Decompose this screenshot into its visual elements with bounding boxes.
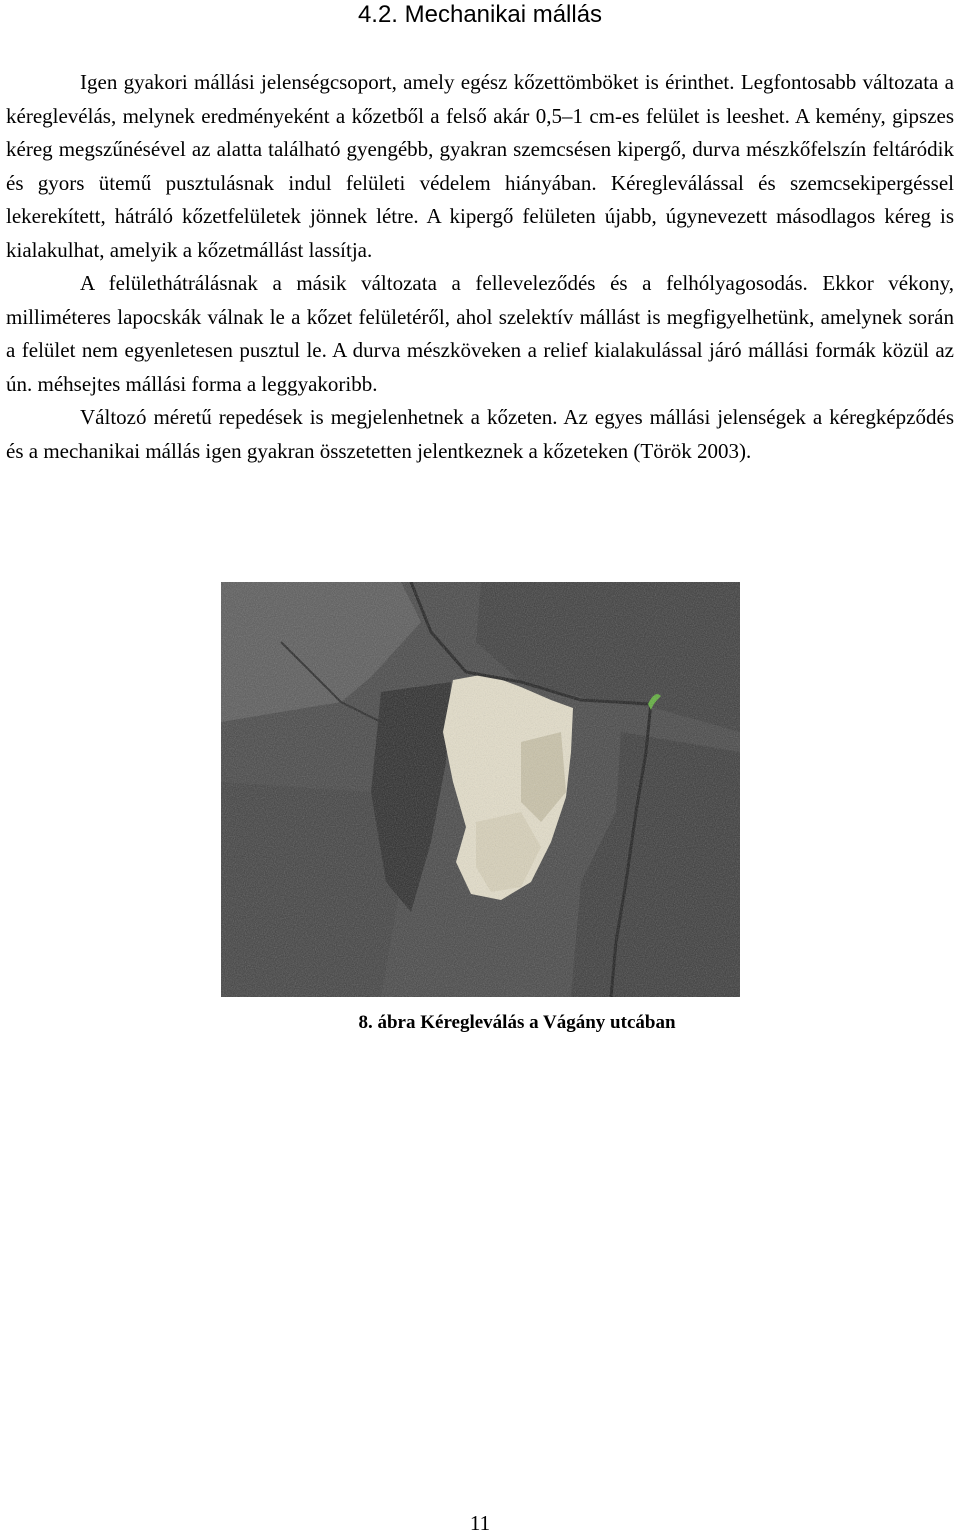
grain-overlay [221,582,740,997]
paragraph-2: A felülethátrálásnak a másik változata a felleveleződés és a felhólyagosodás. Ekkor vékony, milliméteres lapocskák válnak le a kőzet felületéről, ahol szelektív mállást is megfigyelhetünk, amelynek során a felület nem egyenletesen pusztul le. A durva mészköveken a relief kialakulással járó mállási formák közül az ún. méhsejtes mállási forma a leggyakoribb. [6,271,954,396]
section-heading: 4.2. Mechanikai mállás [357,1,603,28]
paragraph-3: Változó méretű repedések is megjelenhetnek a kőzeten. Az egyes mállási jelenségek a kéregképződés és a mechanikai mállás igen gyakran összetetten jelentkeznek a kőzeteken (Török 2003). [6,405,954,463]
body-text [6,66,954,468]
figure-photo [221,582,740,997]
page-number: 11 [469,1511,491,1535]
rock-photo-illustration [221,582,740,997]
paragraph-1: Igen gyakori mállási jelenségcsoport, amely egész kőzettömböket is érinthet. Legfontosabb változata a kéreglevélás, melynek eredményeként a kőzetből a felső akár 0,5–1 cm-es felület is leeshet. A kemény, gipszes kéreg megszűnésével az alatta található gyengébb, gyakran szemcsésen kipergő, durva mészkőfelszín feltáródik és gyors ütemű pusztulásnak indul felületi védelem hiányában. Kéregleválással és szemcsekipergéssel lekerekített, hátráló kőzetfelületek jönnek létre. A kipergő felületen újabb, úgynevezett másodlagos kéreg is kialakulhat, amelyik a kőzetmállást lassítja. [6,70,954,262]
figure-caption: 8. ábra Kéregleválás a Vágány utcában [358,1012,676,1033]
